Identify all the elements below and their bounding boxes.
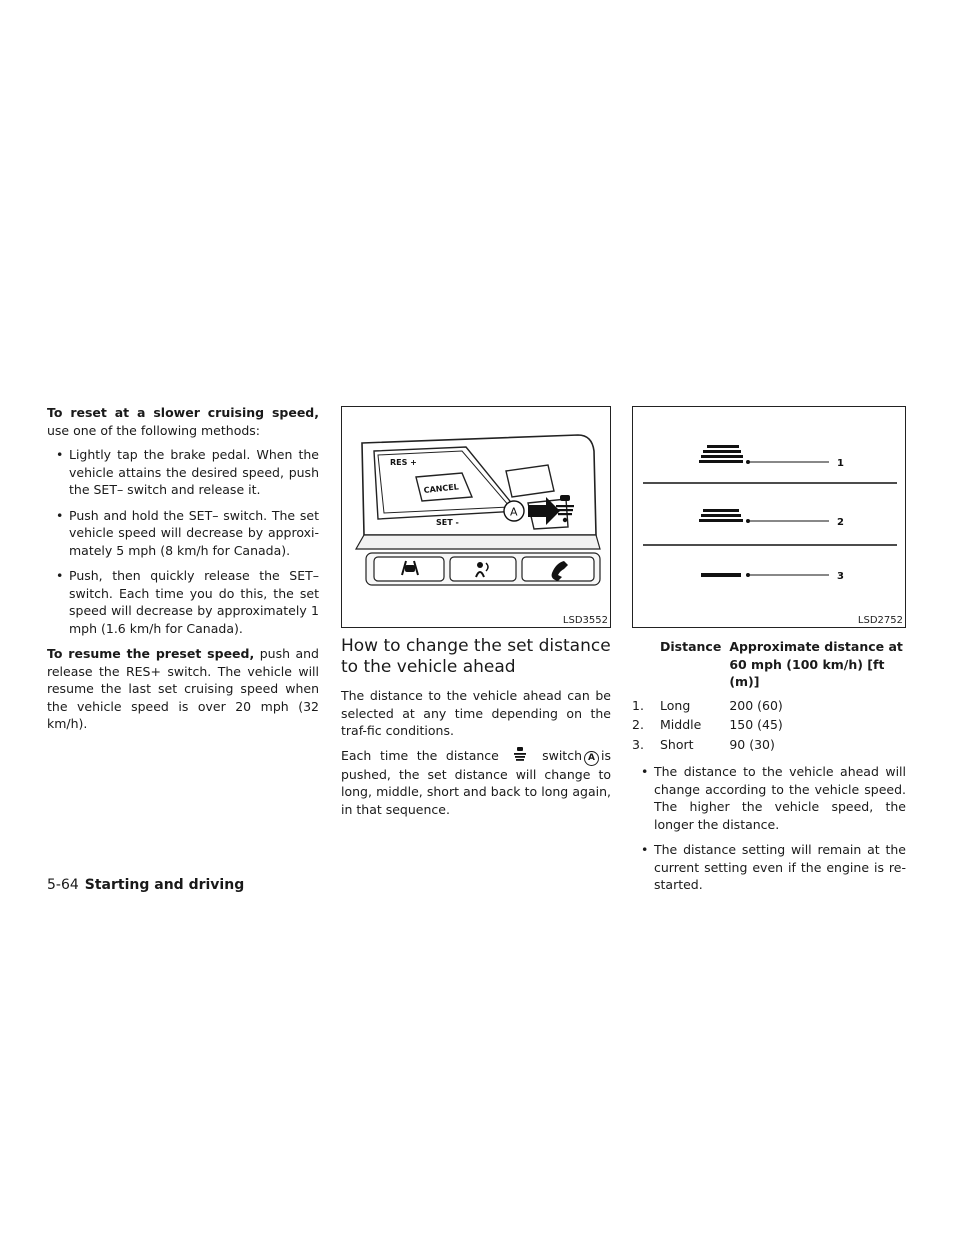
section-heading: How to change the set distance to the vehicle ahead [341, 636, 611, 677]
middle-distance-bars [699, 509, 743, 522]
reset-intro [47, 404, 319, 439]
header-approx: Approximate distance at 60 mph (100 km/h) [ft (m)] [729, 639, 903, 689]
row-name: Short [660, 736, 694, 752]
resume-lead: To resume the preset speed, [47, 646, 255, 661]
table-row [632, 697, 906, 717]
resume-paragraph [47, 645, 319, 733]
callout-a-inline: A [584, 751, 599, 766]
reset-methods-list [47, 446, 319, 637]
long-distance-bars [699, 445, 743, 463]
row-name: Middle [660, 717, 702, 732]
table-header-row [632, 638, 906, 691]
table-row [632, 716, 906, 736]
row-name: Long [660, 697, 691, 713]
cancel-label: CANCEL [423, 482, 460, 495]
distance-paragraph-2 [341, 747, 611, 819]
reset-lead: To reset at a slower cruising speed, [47, 405, 319, 420]
list-item: • Push and hold the SET– switch. The set vehicle speed will decrease by approxi-mately 5 mph (8 km/h for Canada). [47, 507, 319, 560]
para2-text-b: switch [542, 747, 582, 763]
row-value: 200 (60) [729, 697, 783, 713]
set-minus-label: SET - [436, 518, 459, 527]
level-2-label: 2 [837, 517, 844, 528]
steering-switch-illustration [342, 407, 610, 627]
list-item: • The distance to the vehicle ahead will change according to the vehicle speed. The higher the vehicle speed, the longer the distance. [632, 763, 906, 833]
list-item: • The distance setting will remain at the current setting even if the engine is re-started. [632, 841, 906, 894]
table-row [632, 736, 906, 756]
level-1-label: 1 [837, 458, 844, 469]
distance-paragraph-1: The distance to the vehicle ahead can be selected at any time depending on the traf-fic conditions. [341, 688, 611, 738]
para2-text-c: is pushed, the set distance will change to long, middle, short and back to long again, in that sequence. [341, 747, 611, 817]
callout-a-label: A [510, 505, 518, 519]
distance-table [632, 638, 906, 755]
row-value: 90 (30) [729, 736, 775, 752]
row-value: 150 (45) [729, 717, 783, 732]
section-title: Starting and driving [84, 877, 245, 893]
res-plus-label: RES + [390, 458, 417, 467]
row-num: 3. [632, 736, 644, 752]
list-item: • Lightly tap the brake pedal. When the vehicle attains the desired speed, push the SET– switch and release it. [47, 446, 319, 499]
figure-code: LSD2752 [857, 615, 903, 626]
resume-rest: push and release the RES+ switch. The vehicle will resume the last set cruising speed when the vehicle speed is over 20 mph (32 km/h). [47, 646, 319, 731]
distance-levels-figure [632, 406, 906, 628]
para2-text-a: Each time the distance [341, 747, 499, 763]
list-item: • Push, then quickly release the SET– switch. Each time you do this, the set speed will decrease by approximately 1 mph (1.6 km/h for Canada). [47, 567, 319, 637]
level-3-label: 3 [837, 571, 844, 582]
column-left [47, 404, 319, 740]
column-middle [341, 404, 611, 825]
row-num: 2. [632, 717, 644, 732]
short-distance-bars [701, 573, 741, 577]
column-right [632, 404, 906, 902]
page-number: 5-64 [47, 877, 79, 893]
steering-switch-figure [341, 406, 611, 628]
reset-rest: use one of the following methods: [47, 422, 261, 438]
row-num: 1. [632, 697, 644, 713]
figure-code: LSD3552 [562, 615, 608, 626]
distance-levels-illustration [633, 407, 905, 627]
distance-switch-icon [507, 747, 533, 763]
distance-notes-list [632, 763, 906, 894]
header-distance: Distance [660, 639, 722, 654]
page-footer [47, 876, 244, 894]
